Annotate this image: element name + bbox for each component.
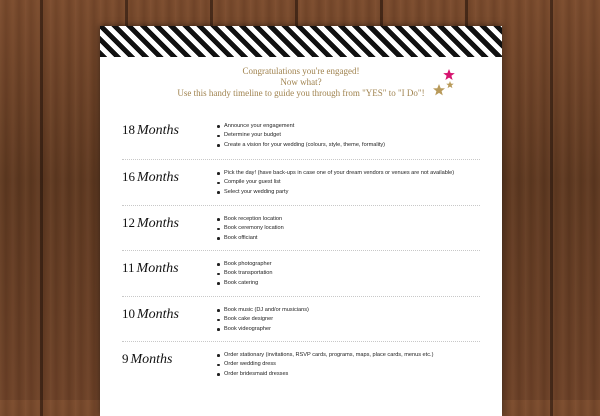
intro-line-now-what: Now what? [280, 77, 322, 87]
task-item: Book transportation [216, 269, 273, 278]
task-list [216, 215, 284, 243]
row-divider [122, 250, 480, 251]
task-item: Order stationary (invitations, RSVP cards, programs, maps, place cards, menus etc.) [216, 351, 433, 360]
task-item: Announce your engagement [216, 122, 385, 131]
task-item: Book ceremony location [216, 224, 284, 233]
task-list [216, 260, 273, 288]
month-label [122, 260, 212, 277]
month-number: 9 [122, 351, 129, 366]
month-number: 12 [122, 215, 135, 230]
month-unit: Months [137, 216, 179, 231]
month-number: 16 [122, 169, 135, 184]
task-list [216, 351, 433, 379]
pink-star-icon [443, 69, 455, 80]
intro-line-use-timeline: Use this handy timeline to guide you through from "YES" to "I Do"! [177, 88, 425, 98]
task-item: Determine your budget [216, 131, 385, 140]
task-item: Book officiant [216, 234, 284, 243]
task-item: Book reception location [216, 215, 284, 224]
task-item: Order wedding dress [216, 360, 433, 369]
task-item: Book cake designer [216, 315, 309, 324]
month-number: 10 [122, 306, 135, 321]
task-item: Create a vision for your wedding (colours, style, theme, formality) [216, 141, 385, 150]
task-item: Book catering [216, 279, 273, 288]
month-label [122, 306, 212, 323]
month-label [122, 215, 212, 232]
row-divider [122, 296, 480, 297]
stars-decoration [430, 66, 460, 106]
month-label [122, 351, 212, 368]
month-unit: Months [137, 123, 179, 138]
month-unit: Months [137, 307, 179, 322]
gold-star-large-icon [433, 84, 445, 95]
task-list [216, 122, 385, 150]
task-item: Book videographer [216, 325, 309, 334]
month-number: 11 [122, 260, 135, 275]
striped-header-border [100, 26, 502, 57]
task-list [216, 169, 454, 197]
row-divider [122, 341, 480, 342]
task-item: Order bridesmaid dresses [216, 370, 433, 379]
task-item: Book music (DJ and/or musicians) [216, 306, 309, 315]
month-unit: Months [137, 170, 179, 185]
month-label [122, 122, 212, 139]
task-item: Select your wedding party [216, 188, 454, 197]
gold-star-small-icon [446, 81, 454, 88]
month-unit: Months [130, 352, 173, 367]
row-divider [122, 205, 480, 206]
month-number: 18 [122, 122, 135, 137]
task-item: Compile your guest list [216, 178, 454, 187]
task-item: Pick the day! (have back-ups in case one of your dream vendors or venues are not available) [216, 169, 454, 178]
timeline-document [100, 26, 502, 416]
month-unit: Months [136, 261, 179, 276]
month-label [122, 169, 212, 186]
intro-line-congratulations: Congratulations you're engaged! [242, 66, 360, 76]
task-list [216, 306, 309, 334]
row-divider [122, 159, 480, 160]
task-item: Book photographer [216, 260, 273, 269]
